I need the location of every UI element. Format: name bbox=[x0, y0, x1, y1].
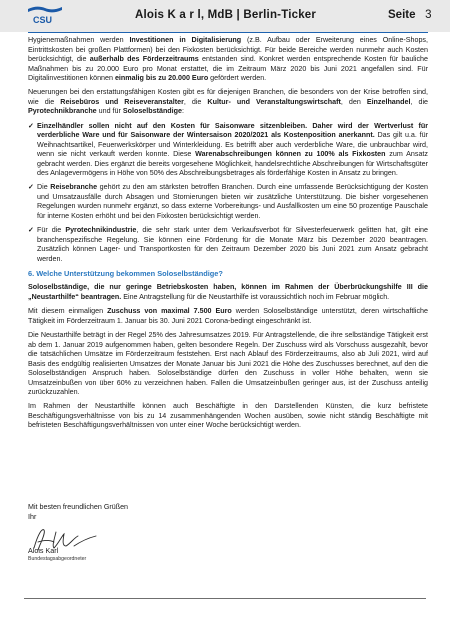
checkmark-icon: ✓ bbox=[28, 226, 34, 235]
paragraph-zuschuss: Mit diesem einmaligen Zuschuss von maximal 7.500 Euro werden Soloselbständige unterstützt, deren wirtschaftliche Tätigkeit im Förderzeitraum 1. Januar bis 30. Juni 2021 Corona-bedingt eingeschränkt ist. bbox=[28, 307, 428, 325]
header-bar bbox=[0, 0, 450, 32]
paragraph-darstellende-kuenste: Im Rahmen der Neustarthilfe können auch Beschäftigte in den Darstellenden Künsten, die kurz befristete Beschäftigungsverhältnisse von bis zu 14 zusammenhängenden Wochen ausüben, sowie nicht ständig Beschäftigte mit befristeten Beschäftigungsverhältnissen von unter einer Woche berücksichtigt werden. bbox=[28, 402, 428, 430]
list-item-reisebranche: ✓ Die Reisebranche gehört zu den am stärksten betroffen Branchen. Durch eine umfassende Berücksichtigung der Kosten und Umsatzausfälle durch Absagen und Stornierungen bieten wir zusätzliche Unterstützung. Die bisher vorgesehenen Regelungen wurden nunmehr ergänzt, so dass externe Vorbereitungs- und Ausfallkosten um eine 50 prozentige Pauschale für interne Kosten erhöht und bei den Fixkosten berücksichtigt werden. bbox=[28, 183, 428, 220]
checkmark-icon: ✓ bbox=[28, 121, 34, 130]
csu-logo bbox=[26, 6, 64, 26]
footer-divider bbox=[24, 598, 426, 599]
paragraph-hoehe: Die Neustarthilfe beträgt in der Regel 25% des Jahresumsatzes 2019. Für Antragstellende, die ihre selbständige Tätigkeit erst ab dem 1. Januar 2019 aufgenommen haben, gelten besondere Regeln. Der Zuschuss wird als Vorschuss ausgezahlt, bevor die tatsächlichen Umsätze im Förderzeitraum feststehen. Erst nach Ablauf des Förderzeitraums, also ab Juli 2021, wird auf Basis des endgültig realisierten Umsatzes der Monate Januar bis Juni 2021 die Höhe des Zuschusses berechnet, auf den die Soloselbständigen Anspruch haben. Soloselbständige dürfen den Zuschuss in voller Höhe behalten, wenn sie Umsatzeinbußen von über 60% zu verzeichnen haben. Fallen die Umsatzeinbußen geringer aus, ist der Zuschuss anteilig zurückzuzahlen. bbox=[28, 331, 428, 397]
closing-greeting bbox=[28, 503, 128, 522]
list-item-einzelhandel: ✓ Einzelhändler sollen nicht auf den Kosten für Saisonware sitzenbleiben. Daher wird der Wertverlust für verderbliche Ware und für Saisonware der Wintersaison 2020/2021 als Kostenposition anerkannt. Das gilt u.a. für Weihnachtsartikel, Feuerwerkskörper und Winterkleidung. Es betrifft aber auch verderbliche Ware, die unbrauchbar wird, wenn sie nicht verkauft werden konnte. Diese Warenabschreibungen können zu 100% als Fixkosten zum Ansatz gebracht werden. Dies ergänzt die bereits vorgesehene Möglichkeit, handelsrechtliche Abschreibungen für Wirtschaftsgüter des Anlagevermögens in Höhe von 50% des Abschreibungsbetrages als förderfähige Kosten in Ansatz zu bringen. bbox=[28, 121, 428, 178]
paragraph-neustarthilfe: Soloselbständige, die nur geringe Betriebskosten haben, können im Rahmen der Überbrückungshilfe III die „Neustarthilfe“ beantragen. Eine Antragstellung für die Neustarthilfe ist voraussichtlich noch im Februar möglich. bbox=[28, 283, 428, 301]
header-divider bbox=[28, 32, 428, 33]
signature-role: Bundestagsabgeordneter bbox=[28, 556, 87, 562]
main-text bbox=[28, 36, 428, 436]
yours-line: Ihr bbox=[28, 512, 37, 521]
page-number-label bbox=[388, 9, 432, 21]
greeting-line: Mit besten freundlichen Grüßen bbox=[28, 503, 129, 511]
header-title: Alois K a r l, MdB | Berlin-Ticker bbox=[135, 9, 317, 21]
page-word: Seite bbox=[388, 9, 416, 21]
signature-name: Alois Karl bbox=[28, 547, 59, 555]
paragraph-branchen: Neuerungen bei den erstattungsfähigen Kosten gibt es für diejenigen Branchen, die besonders von der Krise betroffen sind, wie die Reisebüros und Reiseveranstalter, die Kultur- und Veranstaltungswirtschaft, den Einzelhandel, die Pyrotechnikbranche und für Soloselbständige: bbox=[28, 88, 429, 116]
paragraph-digitalisierung: Hygienemaßnahmen werden Investitionen in Digitalisierung (z.B. Aufbau oder Erweiterung eines Online-Shops, Eintrittskosten bei großen Plattformen) bei den Fixkosten berücksichtigt. Für beide Bereiche werden nunmehr auch Kosten berücksichtigt, die außerhalb des Förderzeitraums entstanden sind. Konkret werden entsprechende Kosten für bauliche Maßnahmen bis zu 20.000 Euro pro Monat erstattet, die im Zeitraum März 2020 bis Juni 2021 angefallen sind. Für Digitalinvestitionen können einmalig bis zu 20.000 Euro gefördert werden. bbox=[28, 36, 428, 82]
checkmark-icon: ✓ bbox=[28, 183, 34, 192]
page-number: 3 bbox=[425, 9, 432, 21]
section-heading-soloselbstaendige: 6. Welche Unterstützung bekommen Soloselbständige? bbox=[28, 268, 223, 278]
list-item-pyrotechnik: ✓ Für die Pyrotechnikindustrie, die sehr stark unter dem Verkaufsverbot für Silvesterfeuerwerk gelitten hat, gilt eine branchenspezifische Regelung. Sie können eine Förderung für die Monate März bis Dezember 2020 beantragen. Zusätzlich können Lager- und Transportkosten für den Zeitraum Dezember 2020 bis Juni 2021 zum Ansatz gebracht werden. bbox=[28, 226, 428, 263]
logo-text: CSU bbox=[33, 15, 53, 25]
